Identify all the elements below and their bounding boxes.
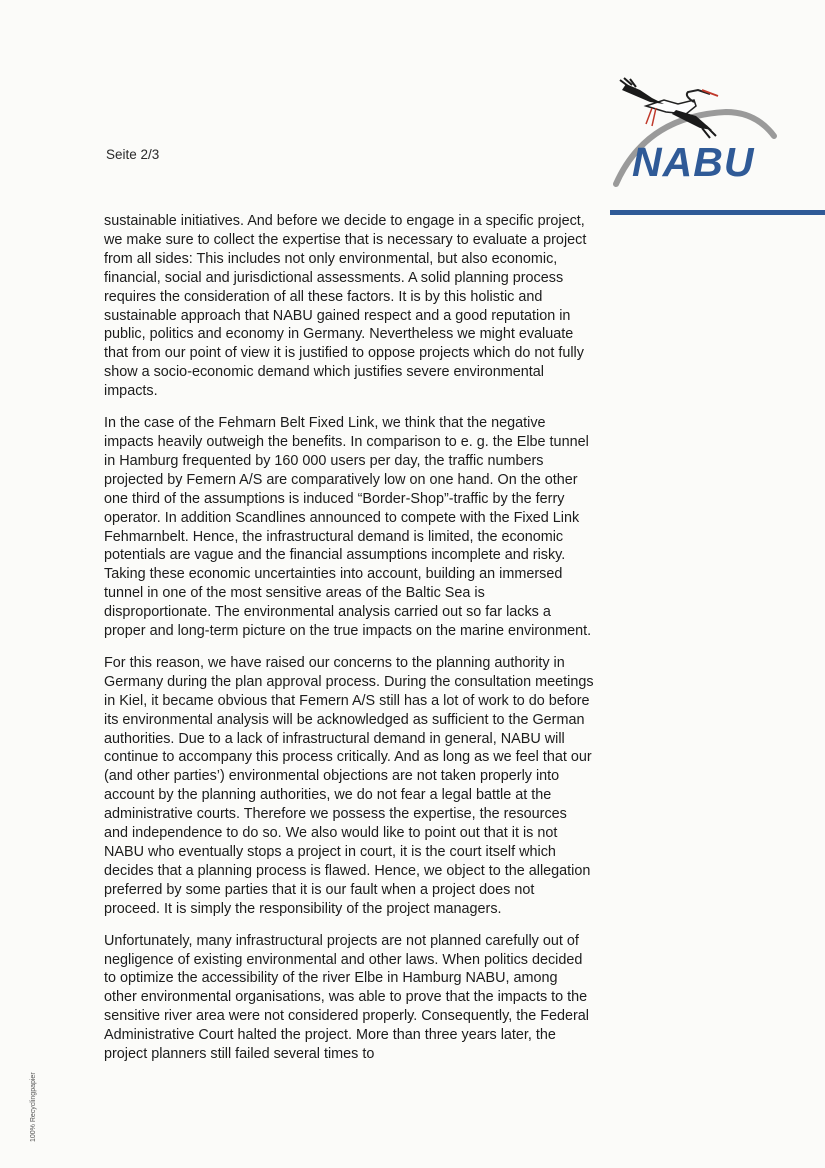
page-number: Seite 2/3 bbox=[106, 147, 160, 162]
logo-wordmark: NABU bbox=[632, 139, 755, 185]
header-rule bbox=[610, 210, 825, 215]
nabu-logo bbox=[606, 76, 786, 194]
paragraph: sustainable initiatives. And before we decide to engage in a specific project, we make sure to collect the expertise that is necessary to evaluate a project from all sides: This includes not only environmental, but also economic, financial, social and jurisdictional assessments. A solid planning process requires the consideration of all these factors. It is by this holistic and sustainable approach that NABU gained respect and a good reputation in public, politics and economy in Germany. Nevertheless we might evaluate that from our point of view it is justified to oppose projects which do not fully show a socio-economic demand which justifies severe environmental impacts. bbox=[104, 213, 587, 400]
paragraph: For this reason, we have raised our concerns to the planning authority in Germany during the plan approval process. During the consultation meetings in Kiel, it became obvious that Femern A/S still has a lot of work to do before its environmental analysis will be acknowledged as sufficient to the German authorities. Due to a lack of infrastructural demand in general, NABU will continue to accompany this process critically. And as long as we feel that our (and other parties’) environmental objections are not taken properly into account by the planning authorities, we do not fear a legal battle at the administrative courts. Therefore we possess the expertise, the resources and independence to do so. We also would like to point out that it is not NABU who eventually stops a project in court, it is the court itself which decides that a planning process is flawed. Hence, we object to the allegation preferred by some parties that it is our fault when a project does not proceed. It is simply the responsibility of the project managers. bbox=[104, 654, 594, 917]
letter-body bbox=[104, 212, 594, 1077]
paragraph: Unfortunately, many infrastructural projects are not planned carefully out of negligence of existing environmental and other laws. When politics decided to optimize the accessibility of the river Elbe in Hamburg NABU, among other environmental organisations, was able to prove that the impacts to the sensitive river area were not considered properly. Consequently, the Federal Administrative Court halted the project. More than three years later, the project planners still failed several times to bbox=[104, 932, 590, 1063]
paragraph: In the case of the Fehmarn Belt Fixed Link, we think that the negative impacts heavily outweigh the benefits. In comparison to e. g. the Elbe tunnel in Hamburg frequented by 160 000 users per day, the traffic numbers projected by Femern A/S are comparatively low on one hand. On the other one third of the assumptions is induced “Border-Shop”-traffic by the ferry operator. In addition Scandlines announced to compete with the Fixed Link Fehmarnbelt. Hence, the infrastructural demand is limited, the economic potentials are vague and the financial assumptions incomplete and risky. Taking these economic uncertainties into account, building an immersed tunnel in one of the most sensitive areas of the Baltic Sea is disproportionate. The environmental analysis carried out so far lacks a proper and long-term picture on the true impacts on the marine environment. bbox=[104, 415, 592, 640]
recycling-note: 100% Recyclingpapier bbox=[30, 1072, 37, 1142]
